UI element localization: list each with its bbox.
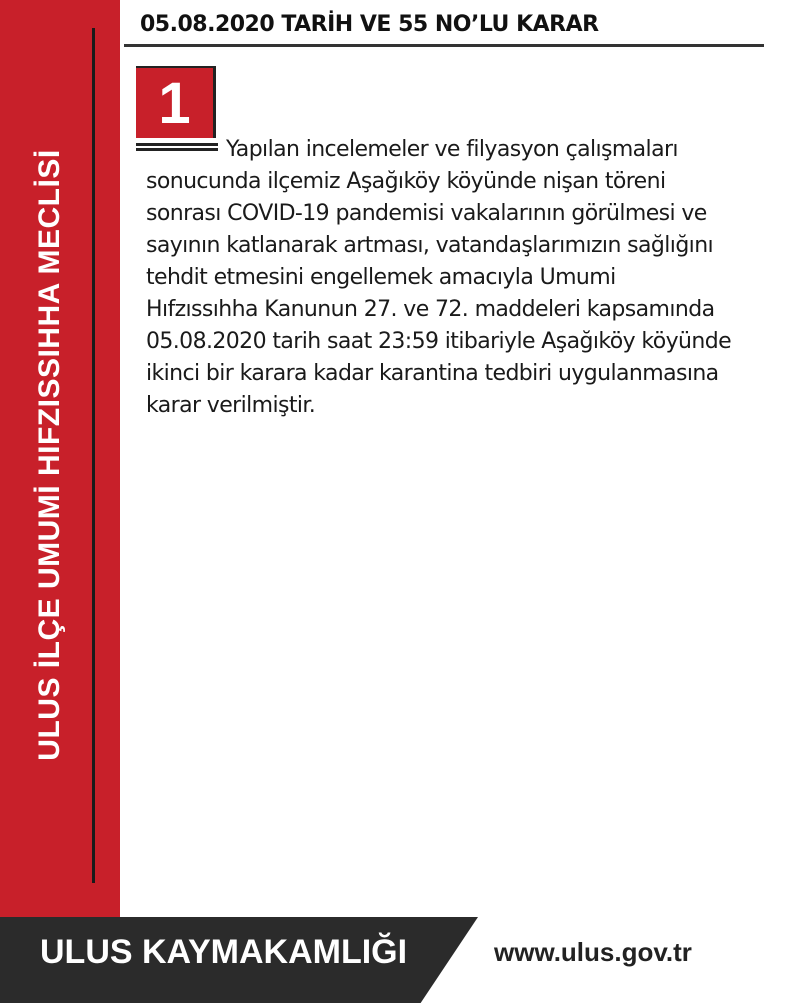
decision-text-line: Yapılan incelemeler ve filyasyon çalışmaları xyxy=(226,137,678,162)
header-rule xyxy=(124,44,764,47)
decision-text-line: tehdit etmesini engellemek amacıyla Umumi xyxy=(146,265,616,290)
council-title: ULUS İLÇE UMUMİ HIFZISSIHHA MECLİSİ xyxy=(33,149,66,761)
decision-text-line: sonrası COVID-19 pandemisi vakalarının görülmesi ve xyxy=(146,201,707,226)
website-url: www.ulus.gov.tr xyxy=(494,937,692,967)
side-divider xyxy=(92,28,95,883)
decision-text-line: karar verilmiştir. xyxy=(146,393,316,418)
decision-text xyxy=(146,134,776,422)
decision-text-line: Hıfzıssıhha Kanunun 27. ve 72. maddeleri kapsamında xyxy=(146,297,715,322)
decision-number-badge xyxy=(136,66,216,138)
decision-text-line: ikinci bir karara kadar karantina tedbiri uygulanmasına xyxy=(146,361,719,386)
institution-name: ULUS KAYMAKAMLIĞI xyxy=(40,933,408,971)
decision-text-line: sonucunda ilçemiz Aşağıköy köyünde nişan töreni xyxy=(146,169,666,194)
decision-header: 05.08.2020 TARİH VE 55 NO’LU KARAR xyxy=(140,12,599,37)
decision-number: 1 xyxy=(158,70,191,136)
decision-text-line: sayının katlanarak artması, vatandaşlarımızın sağlığını xyxy=(146,233,714,258)
decision-text-line: 05.08.2020 tarih saat 23:59 itibariyle Aşağıköy köyünde xyxy=(146,329,732,354)
